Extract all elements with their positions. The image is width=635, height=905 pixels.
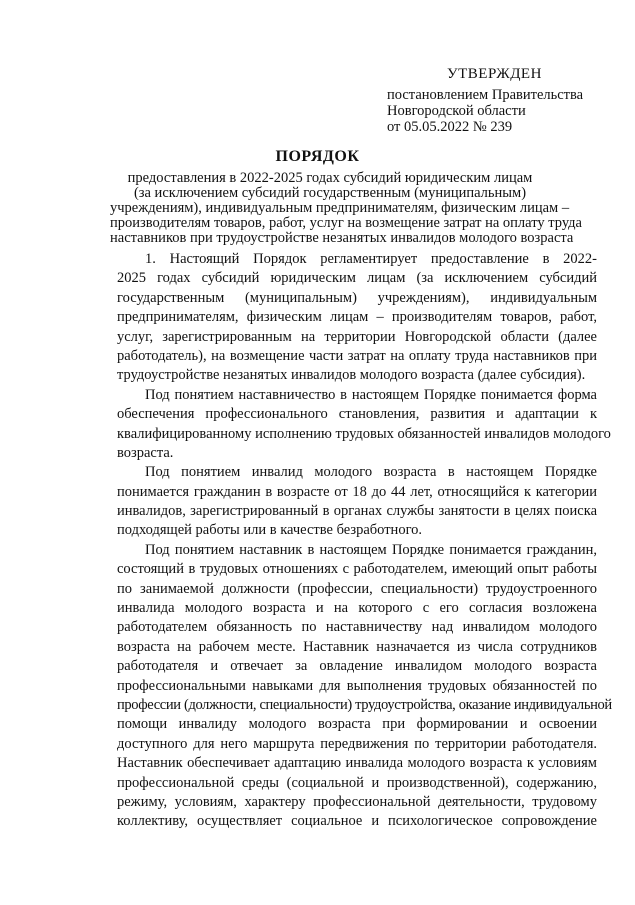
- paragraph-1-line: предпринимателям, физическим лицам – производителям товаров, работ,: [117, 309, 597, 326]
- subtitle-line: учреждениям), индивидуальным предпринимателям, физическим лицам –: [110, 200, 570, 216]
- paragraph-4-line: профессии (должности, специальности) трудоустройства, оказание индивидуальной: [117, 696, 612, 713]
- paragraph-3-line: понимается гражданин в возрасте от 18 до 44 лет, относящийся к категории: [117, 483, 597, 500]
- paragraph-4-line: состоящий в трудовых отношениях с работодателем, имеющий опыт работы: [117, 561, 597, 578]
- paragraph-3-line: Под понятием инвалид молодого возраста в настоящем Порядке: [145, 464, 597, 481]
- paragraph-1-line: работодатель), на возмещение части затрат на оплату труда наставников при: [117, 347, 597, 364]
- document-title: ПОРЯДОК: [275, 148, 360, 165]
- paragraph-4-line: возраста на рабочем месте. Наставник назначается из числа сотрудников: [117, 638, 597, 655]
- paragraph-4-line: помощи инвалиду молодого возраста при формировании и освоении: [117, 716, 597, 733]
- paragraph-2-line: обеспечения профессионального становления, развития и адаптации к: [117, 406, 597, 423]
- paragraph-4-line: профессиональными навыками для выполнения трудовых обязанностей по: [117, 677, 597, 694]
- paragraph-4-line: режиму, условиям, характеру профессиональной деятельности, трудовому: [117, 793, 597, 810]
- subtitle-line: (за исключением субсидий государственным (муниципальным): [133, 185, 527, 201]
- paragraph-4-line: коллективу, осуществляет социальное и психологическое сопровождение: [117, 813, 597, 830]
- approval-block: [387, 66, 617, 135]
- subtitle-line: производителям товаров, работ, услуг на возмещение затрат на оплату труда: [110, 215, 582, 231]
- approval-line-1: постановлением Правительства: [387, 87, 584, 103]
- paragraph-1-line: государственным (муниципальным) учреждениям), индивидуальным: [117, 289, 597, 306]
- approval-heading: УТВЕРЖДЕН: [447, 66, 542, 82]
- document-body: [117, 250, 612, 832]
- paragraph-4-line: работодателя и отвечает за овладение инвалидом молодого возраста: [117, 658, 597, 675]
- paragraph-1-line: услуг, зарегистрированным на территории Новгородской области (далее: [117, 328, 597, 345]
- subtitle-line: наставников при трудоустройстве незанятых инвалидов молодого возраста: [110, 230, 574, 246]
- paragraph-2-line: возраста.: [117, 444, 174, 461]
- paragraph-3-line: подходящей работы или в качестве безработного.: [117, 522, 423, 539]
- paragraph-1-line: 1. Настоящий Порядок регламентирует предоставление в 2022-: [145, 251, 597, 267]
- paragraph-4-line: по занимаемой должности (профессии, специальности) трудоустроенного: [117, 580, 597, 597]
- paragraph-4-line: профессиональной среды (социальной и производственной), содержанию,: [117, 774, 597, 791]
- paragraph-1-line: 2025 годах субсидий юридическим лицам (за исключением субсидий: [117, 270, 597, 287]
- paragraph-3-line: инвалидов, зарегистрированный в органах службы занятости в целях поиска: [117, 503, 597, 520]
- paragraph-1-line: трудоустройстве незанятых инвалидов молодого возраста (далее субсидия).: [117, 367, 586, 384]
- paragraph-2-line: Под понятием наставничество в настоящем Порядке понимается форма: [145, 386, 597, 403]
- document-subtitle: [110, 170, 582, 246]
- paragraph-4-line: работодателем обязанность по наставничеству над инвалидом молодого: [117, 619, 597, 636]
- approval-line-3: от 05.05.2022 № 239: [387, 119, 513, 135]
- paragraph-2-line: квалифицированному исполнению трудовых обязанностей инвалидов молодого: [117, 425, 611, 442]
- paragraph-4-line: доступного для него маршрута передвижения по территории работодателя.: [117, 735, 597, 752]
- paragraph-4-line: Под понятием наставник в настоящем Порядке понимается гражданин,: [145, 541, 597, 558]
- paragraph-4-line: Наставник обеспечивает адаптацию инвалида молодого возраста к условиям: [117, 755, 597, 772]
- paragraph-4-line: инвалида молодого возраста и на которого с его согласия возложена: [117, 600, 597, 617]
- subtitle-line: предоставления в 2022-2025 годах субсидий юридическим лицам: [127, 170, 533, 186]
- approval-line-2: Новгородской области: [387, 103, 526, 119]
